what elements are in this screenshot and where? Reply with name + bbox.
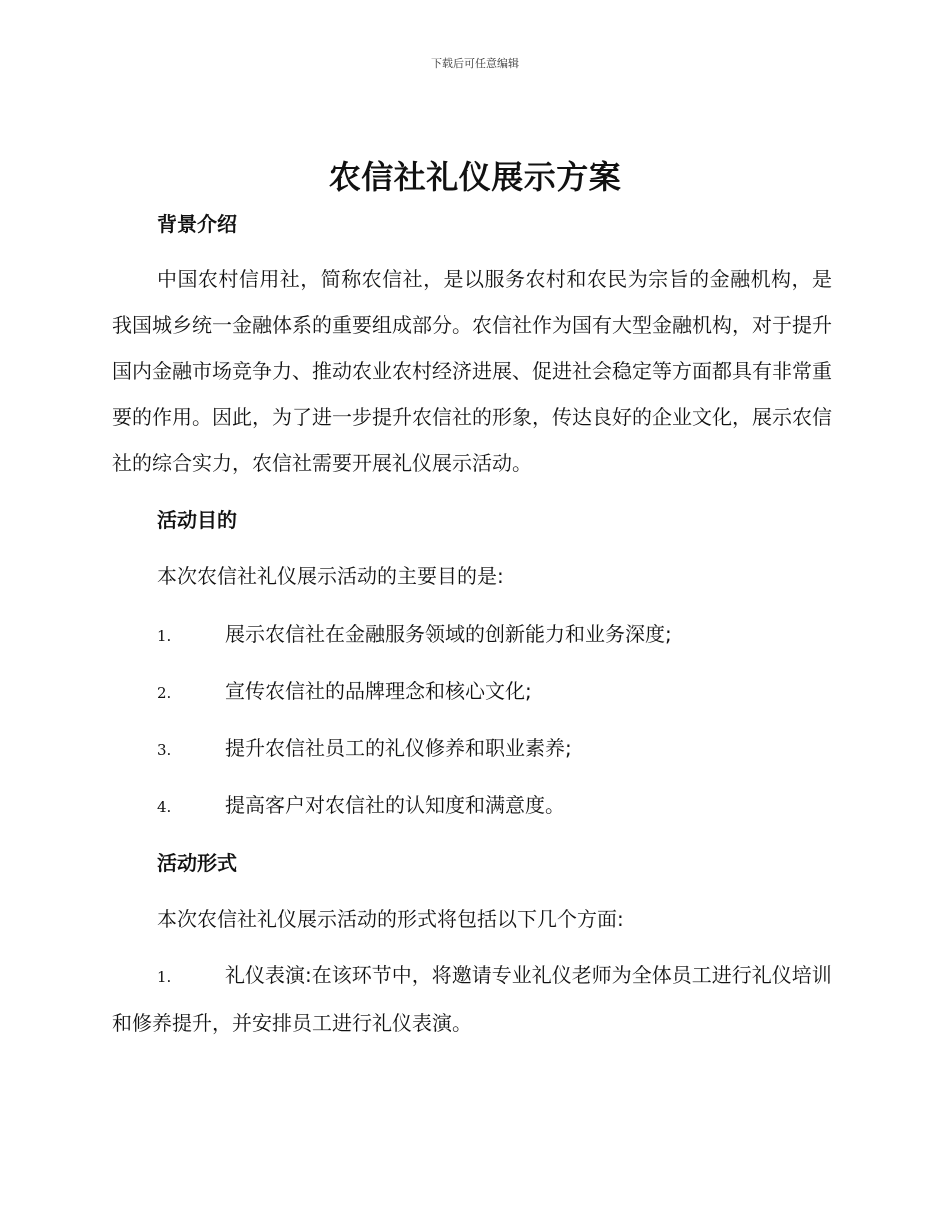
format-list-item	[112, 952, 834, 1046]
section-heading-background: 背景介绍	[157, 212, 237, 236]
purpose-intro: 本次农信社礼仪展示活动的主要目的是:	[157, 564, 504, 588]
document-title: 农信社礼仪展示方案	[328, 158, 622, 196]
format-intro: 本次农信社礼仪展示活动的形式将包括以下几个方面:	[157, 907, 624, 931]
purpose-list-item	[157, 675, 532, 704]
list-number: 3.	[157, 741, 172, 759]
list-item-text: 提升农信社员工的礼仪修养和职业素养;	[225, 736, 572, 760]
list-number: 1.	[157, 968, 172, 986]
purpose-list-item	[157, 789, 565, 818]
list-item-text: 提高客户对农信社的认知度和满意度。	[225, 793, 565, 817]
list-item-text: 宣传农信社的品牌理念和核心文化;	[225, 679, 532, 703]
purpose-list-item	[157, 732, 572, 761]
list-number: 1.	[157, 627, 172, 645]
list-number: 2.	[157, 684, 172, 702]
list-item-text: 礼仪表演:在该环节中，将邀请专业礼仪老师为全体员工进行礼仪培训和修养提升，并安排员工进行礼仪表演。	[112, 963, 832, 1035]
section-heading-purpose: 活动目的	[157, 508, 237, 532]
list-item-text: 展示农信社在金融服务领域的创新能力和业务深度;	[225, 622, 672, 646]
purpose-list-item	[157, 618, 672, 647]
list-number: 4.	[157, 798, 172, 816]
background-paragraph: 中国农村信用社，简称农信社，是以服务农村和农民为宗旨的金融机构，是我国城乡统一金融体系的重要组成部分。农信社作为国有大型金融机构，对于提升国内金融市场竞争力、推动农业农村经济进展、促进社会稳定等方面都具有非常重要的作用。因此，为了进一步提升农信社的形象，传达良好的企业文化，展示农信社的综合实力，农信社需要开展礼仪展示活动。	[112, 267, 832, 475]
section-heading-format: 活动形式	[157, 851, 237, 875]
header-note: 下载后可任意编辑	[431, 57, 519, 70]
